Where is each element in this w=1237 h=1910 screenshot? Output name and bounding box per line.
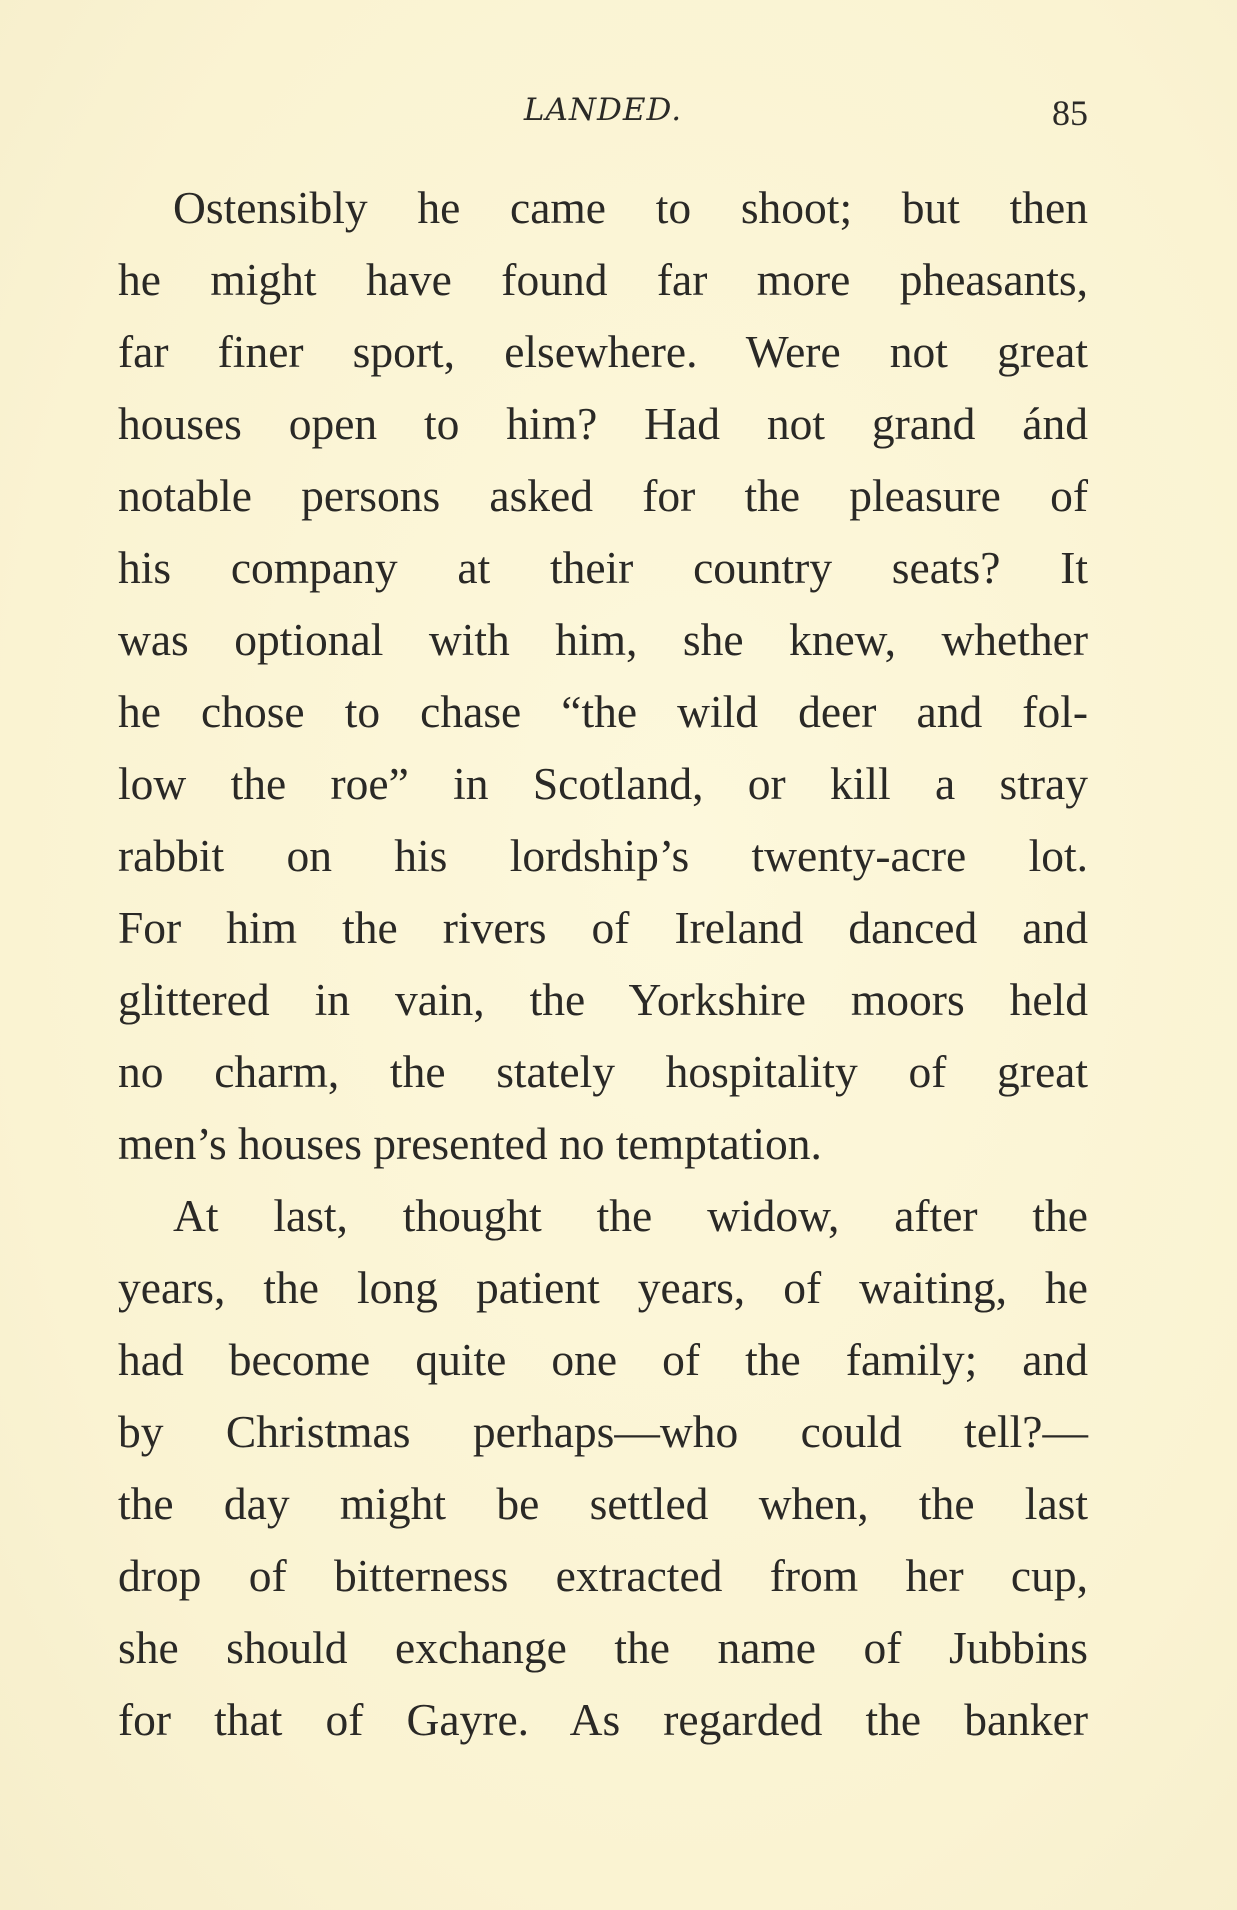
text-line: Ostensibly he came to shoot; but then [173,182,1088,233]
page-header [118,92,1088,142]
text-line: he might have found far more pheasants, [118,254,1088,305]
paragraph-1 [118,172,1088,1180]
body-text [118,172,1088,1756]
text-line: years, the long patient years, of waiting, he [118,1262,1088,1313]
text-line: she should exchange the name of Jubbins [118,1622,1088,1673]
text-line: drop of bitterness extracted from her cup, [118,1550,1088,1601]
text-line: For him the rivers of Ireland danced and [118,902,1088,953]
running-title: LANDED. [523,92,683,128]
text-line: houses open to him? Had not grand ánd [118,398,1088,449]
paragraph-2 [118,1180,1088,1756]
text-line: low the roe” in Scotland, or kill a stray [118,758,1088,809]
text-line: no charm, the stately hospitality of great [118,1046,1088,1097]
page-number: 85 [1052,93,1088,133]
text-line: his company at their country seats? It [118,542,1088,593]
text-line: by Christmas perhaps—who could tell?— [118,1406,1088,1457]
text-line: was optional with him, she knew, whether [118,614,1088,665]
text-line: rabbit on his lordship’s twenty-acre lot. [118,830,1088,881]
text-line: he chose to chase “the wild deer and fol- [118,686,1088,737]
text-line: At last, thought the widow, after the [173,1190,1088,1241]
text-line: men’s houses presented no temptation. [118,1118,822,1169]
text-line: had become quite one of the family; and [118,1334,1088,1385]
text-line: for that of Gayre. As regarded the banker [118,1694,1088,1745]
text-line: notable persons asked for the pleasure of [118,470,1088,521]
text-line: the day might be settled when, the last [118,1478,1088,1529]
text-line: far finer sport, elsewhere. Were not great [118,326,1088,377]
text-line: glittered in vain, the Yorkshire moors held [118,974,1088,1025]
